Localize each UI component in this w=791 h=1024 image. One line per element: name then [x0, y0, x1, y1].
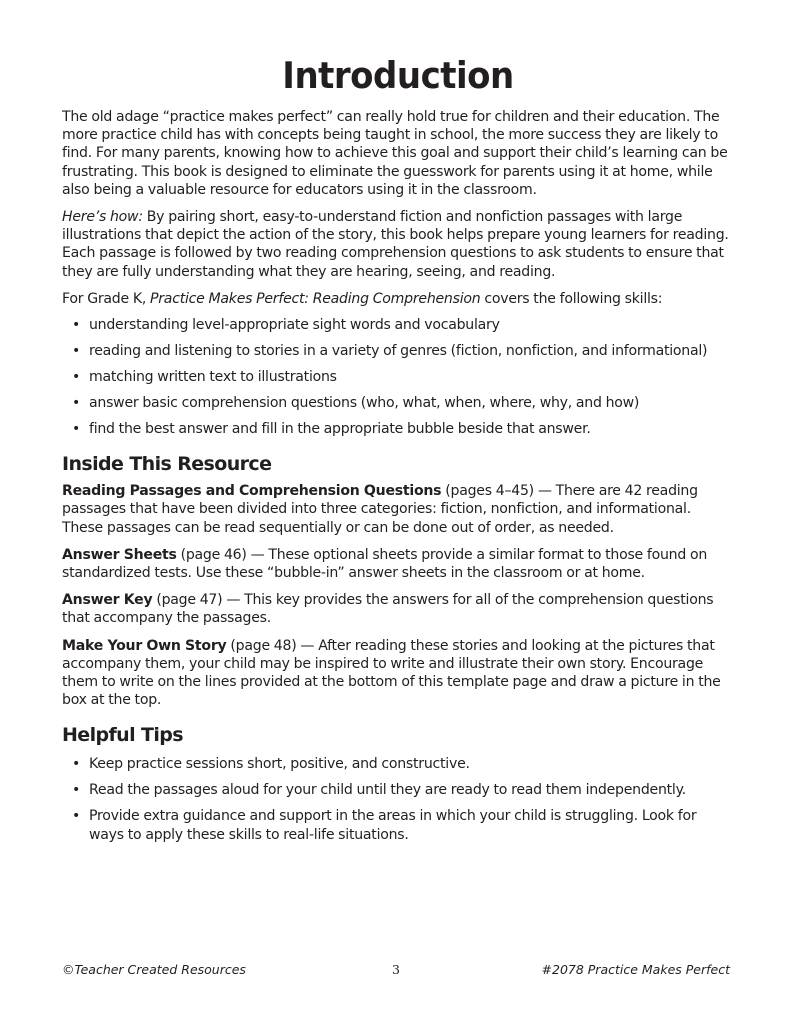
resource-item: [62, 546, 734, 582]
helpful-tips-heading: Helpful Tips: [62, 724, 184, 747]
intro-paragraph-1: The old adage “practice makes perfect” can really hold true for children and their education. The more practice child has with concepts being taught in school, the more success they are likely to find. For many parents, knowing how to achieve this goal and support their child’s learning can be frustrating. This book is designed to eliminate the guesswork for parents using it at home, while also being a valuable resource for educators using it in the classroom.: [62, 109, 728, 198]
tip-text: Read the passages aloud for your child until they are ready to read them independently.: [89, 782, 686, 799]
resource-text: — This key provides the answers for all of the comprehension questions that accompany the passages.: [62, 592, 714, 627]
inside-resource-heading: Inside This Resource: [62, 453, 272, 476]
bullet-icon: •: [72, 782, 81, 799]
list-item: [62, 342, 734, 360]
intro-section: [62, 108, 734, 308]
bullet-icon: •: [72, 421, 81, 438]
resource-item: [62, 637, 734, 710]
bullet-icon: •: [72, 756, 81, 773]
tip-text: Provide extra guidance and support in the areas in which your child is struggling. Look for ways to apply these skills to real-life situations.: [89, 808, 697, 843]
skills-intro-suffix: covers the following skills:: [480, 290, 663, 307]
resource-label: Reading Passages and Comprehension Questions: [62, 483, 442, 500]
bullet-icon: •: [72, 317, 81, 334]
resource-item: [62, 591, 734, 627]
resource-label: Answer Sheets: [62, 546, 177, 563]
resource-text: — These optional sheets provide a similar format to those found on standardized tests. Use these “bubble-in” answer sheets in the classroom or at home.: [62, 546, 708, 582]
resource-label: Make Your Own Story: [62, 637, 227, 654]
skill-text: reading and listening to stories in a variety of genres (fiction, nonfiction, and informational): [89, 343, 708, 360]
resource-text: — There are 42 reading passages that have been divided into three categories: fiction, nonfiction, and informational. These passages can be read sequentially or can be done out of order, as needed.: [62, 483, 698, 536]
footer-publisher: ©Teacher Created Resources: [62, 962, 246, 977]
page: [62, 0, 734, 852]
skill-text: answer basic comprehension questions (who, what, when, where, why, and how): [89, 395, 640, 412]
intro-paragraph-2: [62, 208, 734, 281]
heres-how-lead: Here’s how:: [62, 209, 143, 226]
bullet-icon: •: [72, 395, 81, 412]
page-number: 3: [392, 962, 400, 977]
list-item: [62, 807, 734, 843]
tip-text: Keep practice sessions short, positive, and constructive.: [89, 756, 470, 773]
resource-label: Answer Key: [62, 592, 153, 609]
resource-pages: (page 46): [176, 546, 247, 563]
list-item: [62, 420, 734, 438]
bullet-icon: •: [72, 369, 81, 386]
tips-list: [62, 755, 734, 843]
resource-text: — After reading these stories and looking at the pictures that accompany them, your child may be inspired to write and illustrate their own story. Encourage them to write on the lines provided at the bottom of this template page and draw a picture in the box at the top.: [62, 637, 721, 709]
intro-paragraph-2-body: By pairing short, easy-to-understand fiction and nonfiction passages with large illustrations that depict the action of the story, this book helps prepare young learners for reading. Each passage is followed by two reading comprehension questions to ask students to ensure that they are fully understanding what they are hearing, seeing, and reading.: [62, 209, 729, 280]
footer-book-id: #2078 Practice Makes Perfect: [541, 962, 730, 977]
page-title: Introduction: [282, 54, 514, 98]
bullet-icon: •: [72, 343, 81, 360]
resource-item: [62, 482, 734, 537]
list-item: [62, 368, 734, 386]
resource-pages: (page 47): [152, 592, 223, 609]
book-title: Practice Makes Perfect: Reading Comprehension: [150, 290, 481, 307]
resource-pages: (pages 4–45): [441, 483, 534, 500]
inside-resource-section: [62, 482, 734, 709]
intro-paragraph-3: [62, 290, 734, 308]
resource-pages: (page 48): [226, 637, 297, 654]
list-item: [62, 394, 734, 412]
bullet-icon: •: [72, 808, 81, 825]
skills-list: [62, 316, 734, 438]
grade-prefix: For Grade K,: [62, 290, 151, 307]
skill-text: find the best answer and fill in the appropriate bubble beside that answer.: [89, 421, 591, 438]
list-item: [62, 781, 734, 799]
list-item: [62, 316, 734, 334]
skill-text: matching written text to illustrations: [89, 369, 337, 386]
list-item: [62, 755, 734, 773]
skill-text: understanding level-appropriate sight words and vocabulary: [89, 317, 500, 334]
